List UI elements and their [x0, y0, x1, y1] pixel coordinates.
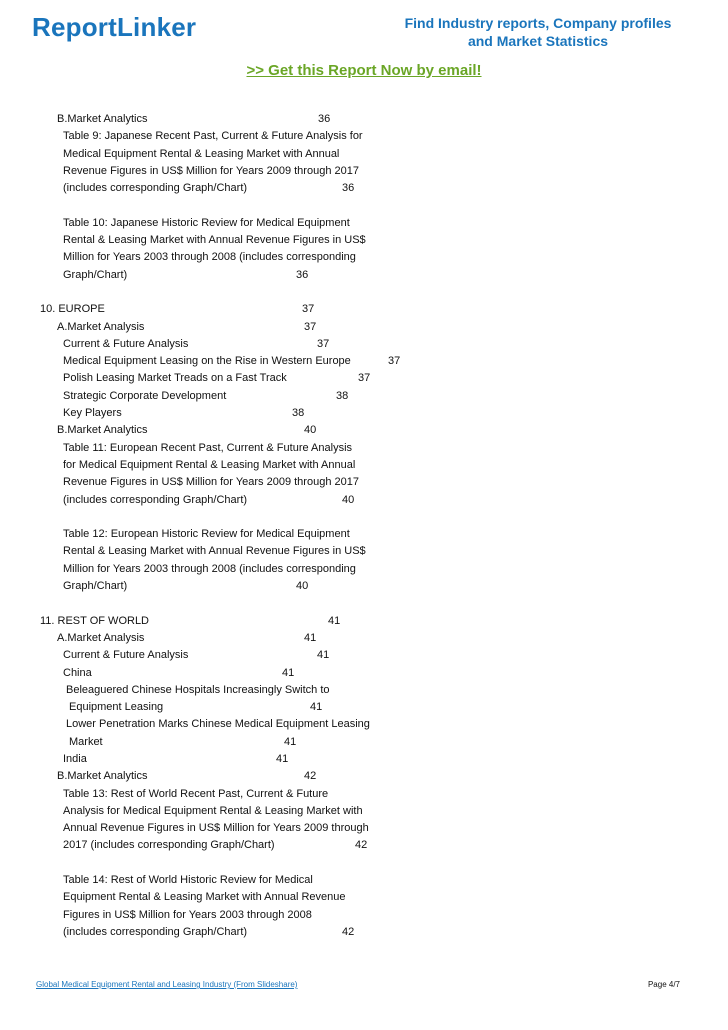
toc-entry [0, 665, 728, 682]
toc-entry-text: (includes corresponding Graph/Chart) [63, 925, 248, 938]
toc-entry-text: Equipment Leasing [69, 701, 164, 714]
toc-entry-text: Polish Leasing Market Treads on a Fast Track [63, 372, 287, 385]
toc-entry [0, 526, 728, 543]
toc-entry-text: Lower Penetration Marks Chinese Medical Equipment Leasing [66, 718, 370, 731]
toc-entry [0, 319, 728, 336]
footer-source-link[interactable]: Global Medical Equipment Rental and Leasing Industry (From Slideshare) [36, 980, 298, 989]
toc-entry [0, 578, 728, 595]
toc-entry [0, 249, 728, 266]
toc-spacer [0, 855, 728, 872]
toc-entry-text: Annual Revenue Figures in US$ Million for Years 2009 through [63, 822, 369, 835]
header-tagline [388, 14, 688, 50]
toc-entry [0, 699, 728, 716]
toc-entry [0, 734, 728, 751]
toc-entry-text: India [63, 752, 87, 765]
toc-entry [0, 647, 728, 664]
toc-spacer [0, 509, 728, 526]
toc-entry [0, 232, 728, 249]
toc-entry-text: Million for Years 2003 through 2008 (includes corresponding [63, 251, 356, 264]
toc-entry [0, 301, 728, 318]
toc-entry [0, 561, 728, 578]
toc-entry-text: Table 14: Rest of World Historic Review for Medical [63, 874, 313, 887]
toc-entry-text: A.Market Analysis [57, 320, 145, 333]
toc-entry [0, 440, 728, 457]
toc-entry [0, 111, 728, 128]
toc-entry [0, 457, 728, 474]
toc-entry-text: Rental & Leasing Market with Annual Revenue Figures in US$ [63, 234, 366, 247]
toc-entry [0, 872, 728, 889]
toc-entry-page: 40 [342, 493, 355, 506]
toc-spacer [0, 197, 728, 214]
toc-entry [0, 630, 728, 647]
toc-entry-page: 41 [276, 752, 289, 765]
toc-entry-text: (includes corresponding Graph/Chart) [63, 182, 248, 195]
toc-entry [0, 907, 728, 924]
toc-entry-page: 37 [302, 303, 315, 316]
toc-entry-page: 37 [388, 355, 401, 368]
toc-entry-page: 36 [296, 268, 309, 281]
toc-entry-page: 37 [358, 372, 371, 385]
toc-entry-text: Beleaguered Chinese Hospitals Increasingly Switch to [66, 683, 330, 696]
toc-entry-page: 36 [342, 182, 355, 195]
toc-entry [0, 474, 728, 491]
toc-entry-text: Table 10: Japanese Historic Review for Medical Equipment [63, 216, 350, 229]
toc-entry [0, 924, 728, 941]
toc-entry [0, 405, 728, 422]
toc-entry-page: 36 [318, 113, 331, 125]
toc-entry-page: 41 [284, 735, 297, 748]
toc-spacer [0, 284, 728, 301]
toc-entry-text: Strategic Corporate Development [63, 389, 227, 402]
toc-entry-page: 41 [317, 649, 330, 662]
toc-entry [0, 180, 728, 197]
toc-entry-page: 42 [304, 770, 317, 783]
toc-entry-page: 40 [304, 424, 317, 437]
toc-entry-text: Medical Equipment Rental & Leasing Market with Annual [63, 147, 340, 160]
toc-entry [0, 751, 728, 768]
toc-entry [0, 820, 728, 837]
toc-entry-text: Revenue Figures in US$ Million for Years 2009 through 2017 [63, 164, 359, 177]
toc-entry-text: B.Market Analytics [57, 770, 148, 783]
toc-entry-page: 38 [292, 407, 305, 420]
toc-entry [0, 543, 728, 560]
toc-entry-text: Current & Future Analysis [63, 649, 189, 662]
toc-entry [0, 163, 728, 180]
toc-entry-text: (includes corresponding Graph/Chart) [63, 493, 248, 506]
toc-entry [0, 370, 728, 387]
toc-entry-text: Key Players [63, 407, 122, 420]
toc-entry-text: for Medical Equipment Rental & Leasing Market with Annual [63, 458, 356, 471]
toc-entry-page: 37 [317, 337, 330, 350]
toc-entry [0, 716, 728, 733]
toc-entry-text: Table 12: European Historic Review for Medical Equipment [63, 528, 350, 541]
toc-entry [0, 215, 728, 232]
toc-spacer [0, 595, 728, 612]
toc-entry [0, 146, 728, 163]
toc-entry-page: 42 [342, 925, 355, 938]
toc-entry-page: 37 [304, 320, 317, 333]
toc-entry-text: Revenue Figures in US$ Million for Years 2009 through 2017 [63, 476, 359, 489]
toc-entry-text: Equipment Rental & Leasing Market with Annual Revenue [63, 891, 346, 904]
toc-entry [0, 768, 728, 785]
toc-entry [0, 353, 728, 370]
toc-entry [0, 267, 728, 284]
toc-entry-page: 38 [336, 389, 349, 402]
reportlinker-logo[interactable]: ReportLinker [32, 12, 197, 42]
toc-entry-page: 42 [355, 839, 368, 852]
toc-entry [0, 336, 728, 353]
toc-entry-page: 41 [310, 701, 323, 714]
toc-entry-text: Table 11: European Recent Past, Current & Future Analysis [63, 441, 353, 454]
toc-entry [0, 786, 728, 803]
toc-entry-text: Medical Equipment Leasing on the Rise in Western Europe [63, 355, 351, 368]
tagline-line-1: Find Industry reports, Company profiles [404, 15, 672, 31]
footer-page-number: Page 4/7 [647, 980, 680, 989]
toc-entry [0, 613, 728, 630]
toc-entry-text: Figures in US$ Million for Years 2003 through 2008 [63, 908, 312, 921]
toc-entry-text: B.Market Analytics [57, 424, 148, 437]
toc-entry-text: 2017 (includes corresponding Graph/Chart) [63, 839, 275, 852]
toc-entry-text: B.Market Analytics [57, 113, 148, 125]
toc-entry-page: 41 [282, 666, 295, 679]
toc-entry-text: Table 9: Japanese Recent Past, Current & Future Analysis for [63, 130, 363, 143]
toc-entry [0, 492, 728, 509]
toc-entry-text: Market [69, 735, 103, 748]
toc-entry-text: Current & Future Analysis [63, 337, 189, 350]
toc-entry-text: Graph/Chart) [63, 268, 128, 281]
toc-entry-page: 41 [304, 631, 317, 644]
toc-entry [0, 803, 728, 820]
toc-entry-text: 11. REST OF WORLD [40, 614, 150, 627]
tagline-line-2: and Market Statistics [467, 33, 609, 49]
toc-entry-page: 40 [296, 580, 309, 593]
toc-entry [0, 837, 728, 854]
toc-entry-text: China [63, 666, 92, 679]
toc-entry-text: Analysis for Medical Equipment Rental & Leasing Market with [63, 804, 363, 817]
get-report-link[interactable]: >> Get this Report Now by email! [246, 62, 482, 79]
toc-entry-text: 10. EUROPE [40, 303, 105, 316]
toc-entry-text: Million for Years 2003 through 2008 (includes corresponding [63, 562, 356, 575]
toc-entry-text: Table 13: Rest of World Recent Past, Current & Future [63, 787, 329, 800]
toc-entry [0, 128, 728, 145]
toc-entry [0, 682, 728, 699]
toc-entry-page: 41 [328, 614, 341, 627]
toc-entry-text: Graph/Chart) [63, 580, 128, 593]
toc-entry-text: A.Market Analysis [57, 631, 145, 644]
toc-entry [0, 889, 728, 906]
toc-entry-text: Rental & Leasing Market with Annual Revenue Figures in US$ [63, 545, 366, 558]
toc-entry [0, 388, 728, 405]
toc-entry [0, 422, 728, 439]
table-of-contents [0, 111, 728, 941]
